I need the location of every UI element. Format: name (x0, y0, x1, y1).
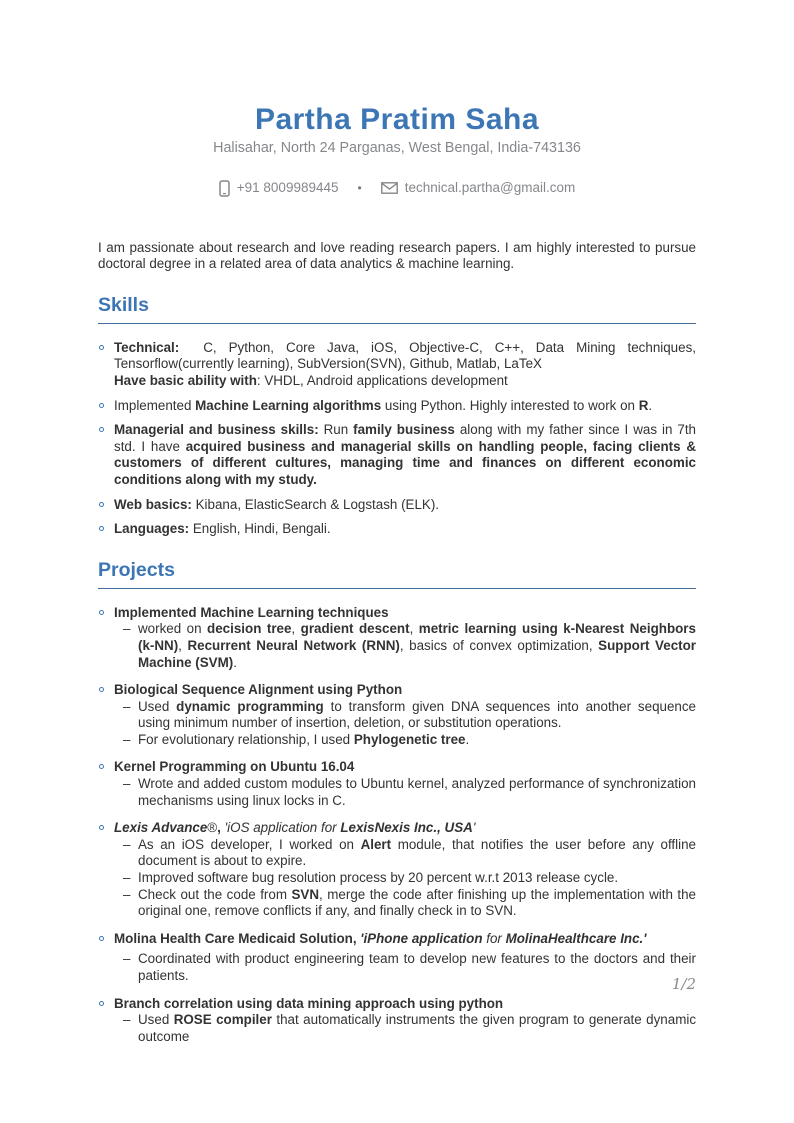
dash-icon: – (123, 776, 131, 792)
skill-text: Languages: English, Hindi, Bengali. (114, 521, 331, 537)
bullet-circle-icon (99, 936, 104, 941)
project-bullet (114, 699, 696, 732)
bullet-circle-icon (99, 502, 104, 507)
project-bullet (114, 870, 696, 887)
project-item-ml-techniques (98, 605, 696, 671)
project-bullet (114, 732, 696, 749)
project-bullet-text: As an iOS developer, I worked on Alert module, that notifies the user before any offline document is about to expire. (138, 836, 696, 869)
project-bullets (114, 951, 696, 984)
email-address: technical.partha@gmail.com (404, 179, 576, 195)
project-item-kernel (98, 759, 696, 809)
project-bullets (114, 837, 696, 920)
skill-text: Managerial and business skills: Run family business along with my father since I was in 7th std. I have acquired business and managerial skills on handling people, facing clients & customers of different cultures, managing time and finances on different economic conditions along with my study. (114, 422, 696, 487)
dash-icon: – (123, 886, 131, 902)
phone-number: +91 8009989445 (236, 179, 339, 195)
project-bullets (114, 699, 696, 749)
skills-list (98, 340, 696, 538)
project-title: Implemented Machine Learning techniques (114, 604, 389, 620)
dash-icon: – (123, 731, 131, 747)
project-title: Kernel Programming on Ubuntu 16.04 (114, 759, 355, 775)
project-bullet (114, 621, 696, 671)
project-bullet-text: For evolutionary relationship, I used Phylogenetic tree. (138, 731, 470, 747)
skill-text: Have basic ability with: VHDL, Android applications development (114, 372, 508, 388)
skill-item-managerial (98, 422, 696, 488)
bullet-circle-icon (99, 1001, 104, 1006)
project-bullet-text: Wrote and added custom modules to Ubuntu kernel, analyzed performance of synchronization mechanisms using linux locks in C. (138, 776, 696, 808)
skill-text: Implemented Machine Learning algorithms using Python. Highly interested to work on R. (114, 397, 653, 413)
project-title: Lexis Advance®, 'iOS application for LexisNexis Inc., USA' (114, 820, 476, 836)
dash-icon: – (123, 621, 131, 637)
bullet-circle-icon (99, 610, 104, 615)
project-bullet-text: Coordinated with product engineering team to develop new features to the doctors and their patients. (138, 951, 696, 983)
projects-heading: Projects (98, 559, 696, 589)
skill-text: Technical: C, Python, Core Java, iOS, Objective-C, C++, Data Mining techniques, Tensorflow(currently learning), SubVersion(SVN), Github, Matlab, LaTeX (114, 339, 696, 372)
bullet-circle-icon (99, 526, 104, 531)
project-item-lexis-advance (98, 820, 696, 920)
bullet-circle-icon (99, 764, 104, 769)
candidate-address: Halisahar, North 24 Parganas, West Bengal, India-743136 (213, 140, 581, 156)
skill-item-web-basics (98, 497, 696, 514)
project-item-molina (98, 931, 696, 985)
summary-paragraph: I am passionate about research and love reading research papers. I am highly interested to pursue doctoral degree in a related area of data analytics & machine learning. (98, 239, 696, 272)
resume-header (98, 103, 696, 197)
project-item-branch-correlation (98, 996, 696, 1046)
bullet-circle-icon (99, 345, 104, 350)
project-bullet-text: Improved software bug resolution process by 20 percent w.r.t 2013 release cycle. (138, 870, 619, 886)
project-title: Biological Sequence Alignment using Python (114, 682, 403, 698)
bullet-circle-icon (99, 687, 104, 692)
project-bullet-text: Check out the code from SVN, merge the code after finishing up the implementation with the original one, remove conflicts if any, and finally check in to SVN. (138, 886, 697, 919)
skill-item-languages (98, 521, 696, 538)
projects-list (98, 605, 696, 1046)
bullet-circle-icon (99, 825, 104, 830)
dash-icon: – (123, 951, 131, 967)
email-icon (381, 182, 398, 194)
project-bullet-text: Used ROSE compiler that automatically instruments the given program to generate dynamic outcome (138, 1012, 697, 1044)
contact-separator: • (357, 180, 362, 195)
project-item-bio-sequence (98, 682, 696, 748)
project-title: Branch correlation using data mining approach using python (114, 995, 504, 1011)
project-bullet (114, 951, 696, 984)
project-bullets (114, 1012, 696, 1045)
phone-icon (219, 180, 230, 197)
project-bullet-text: Used dynamic programming to transform given DNA sequences into another sequence using minimum number of insertion, deletion, or substitution operations. (138, 698, 697, 731)
dash-icon: – (123, 870, 131, 886)
project-bullet (114, 1012, 696, 1045)
dash-icon: – (123, 698, 131, 714)
project-bullet (114, 776, 696, 809)
contact-row (98, 180, 696, 197)
candidate-name: Partha Pratim Saha (254, 103, 540, 136)
skills-heading: Skills (98, 294, 696, 324)
project-bullets (114, 621, 696, 671)
skill-item-ml (98, 398, 696, 415)
project-bullet (114, 837, 696, 870)
bullet-circle-icon (99, 427, 104, 432)
section-skills (98, 294, 696, 538)
section-projects (98, 559, 696, 1046)
project-bullet (114, 887, 696, 920)
page-number: 1/2 (671, 975, 696, 993)
project-bullet-text: worked on decision tree, gradient descent, metric learning using k-Nearest Neighbors (k-NN), Recurrent Neural Network (RNN), basics of convex optimization, Support Vector Machine (SVM). (138, 621, 696, 670)
bullet-circle-icon (99, 403, 104, 408)
skill-item-technical (98, 340, 696, 390)
project-bullets (114, 776, 696, 809)
dash-icon: – (123, 1012, 131, 1028)
dash-icon: – (123, 836, 131, 852)
skill-text: Web basics: Kibana, ElasticSearch & Logstash (ELK). (114, 496, 440, 512)
project-title: Molina Health Care Medicaid Solution, 'iPhone application for MolinaHealthcare Inc.' (114, 930, 647, 946)
